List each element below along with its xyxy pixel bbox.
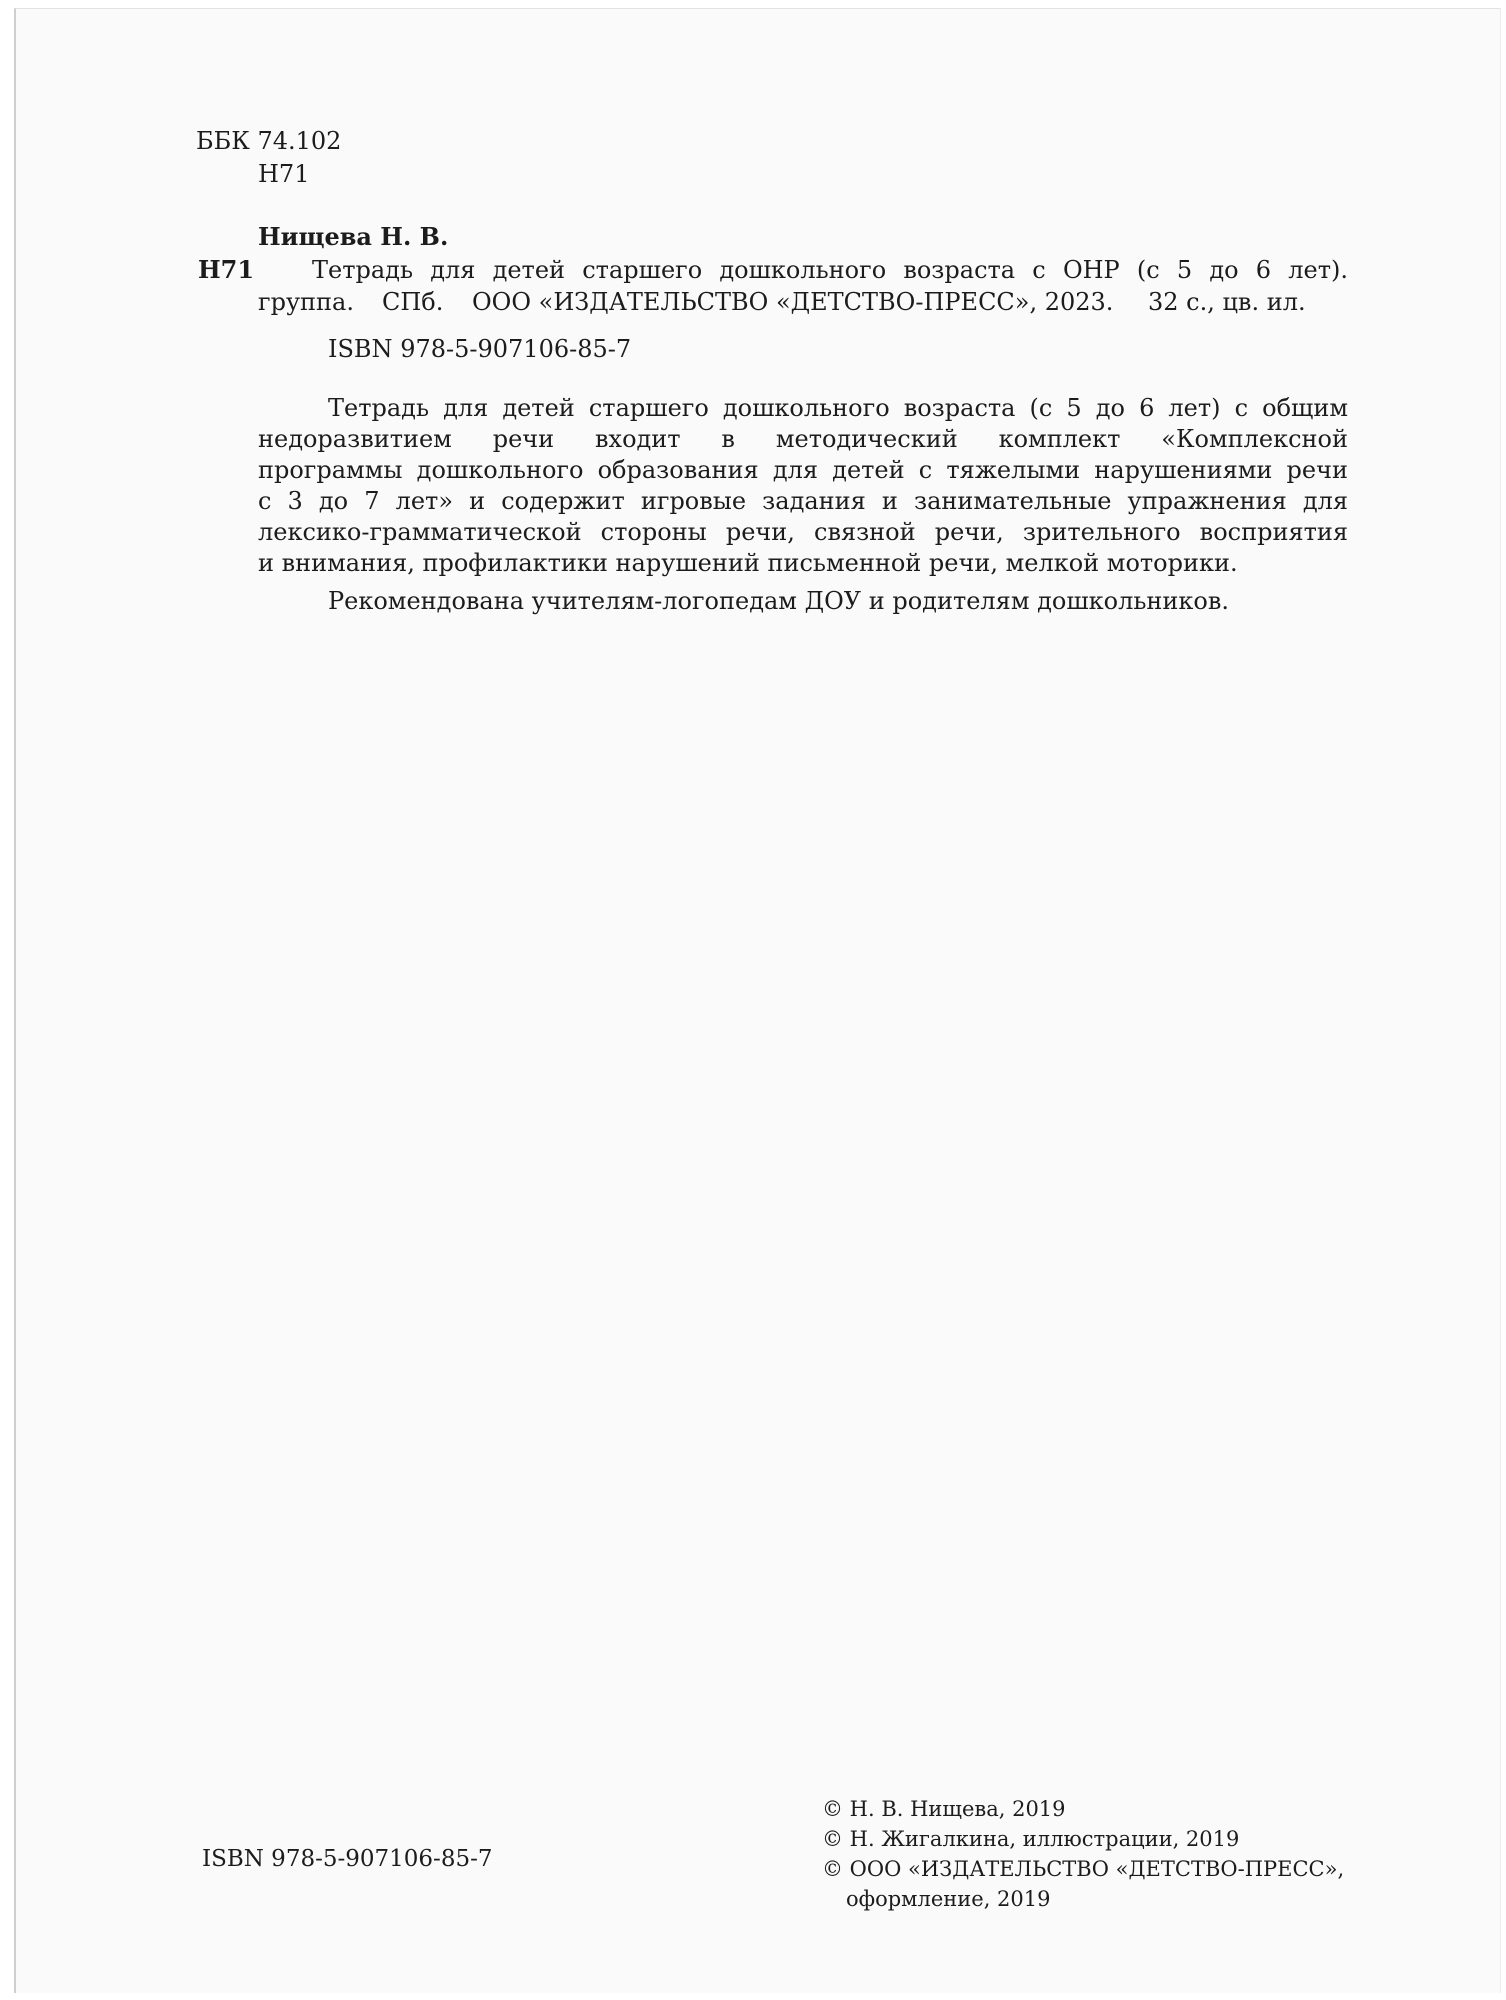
record-title-line-2-a: группа. [258,288,354,316]
record-title-line-1: Тетрадь для детей старшего дошкольного возраста с ОНР (с 5 до 6 лет). [312,256,1348,284]
record-margin-mark: Н71 [198,255,255,284]
record-publisher: ООО «ИЗДАТЕЛЬСТВО «ДЕТСТВО-ПРЕСС», 2023. [472,288,1114,316]
record-author: Нищева Н. В. [258,222,449,251]
annotation-line: с 3 до 7 лет» и содержит игровые задания и занимательные упражнения для [258,487,1348,515]
annotation-line: Тетрадь для детей старшего дошкольного возраста (с 5 до 6 лет) с общим [328,394,1348,422]
annotation-line: и внимания, профилактики нарушений письменной речи, мелкой моторики. [258,549,1238,577]
bbk-author-mark: Н71 [258,160,310,188]
record-city: СПб. [382,288,444,316]
annotation-line: программы дошкольного образования для детей с тяжелыми нарушениями речи [258,456,1348,484]
annotation-line: лексико-грамматической стороны речи, связной речи, зрительного восприятия [258,518,1348,546]
annotation-recommendation: Рекомендована учителям-логопедам ДОУ и родителям дошкольников. [328,587,1229,615]
copyright-author: © Н. В. Нищева, 2019 [822,1797,1066,1821]
copyright-design: оформление, 2019 [846,1887,1051,1911]
copyright-publisher: © ООО «ИЗДАТЕЛЬСТВО «ДЕТСТВО-ПРЕСС», [822,1857,1345,1881]
footer-isbn: ISBN 978-5-907106-85-7 [202,1846,493,1872]
annotation-line: недоразвитием речи входит в методический комплект «Комплексной [258,425,1348,453]
record-pages: 32 с., цв. ил. [1148,288,1306,316]
copyright-illustrator: © Н. Жигалкина, иллюстрации, 2019 [822,1827,1240,1851]
bbk-code: ББК 74.102 [196,127,342,155]
annotation-paragraph [258,393,1348,579]
record-isbn: ISBN 978-5-907106-85-7 [328,335,632,363]
